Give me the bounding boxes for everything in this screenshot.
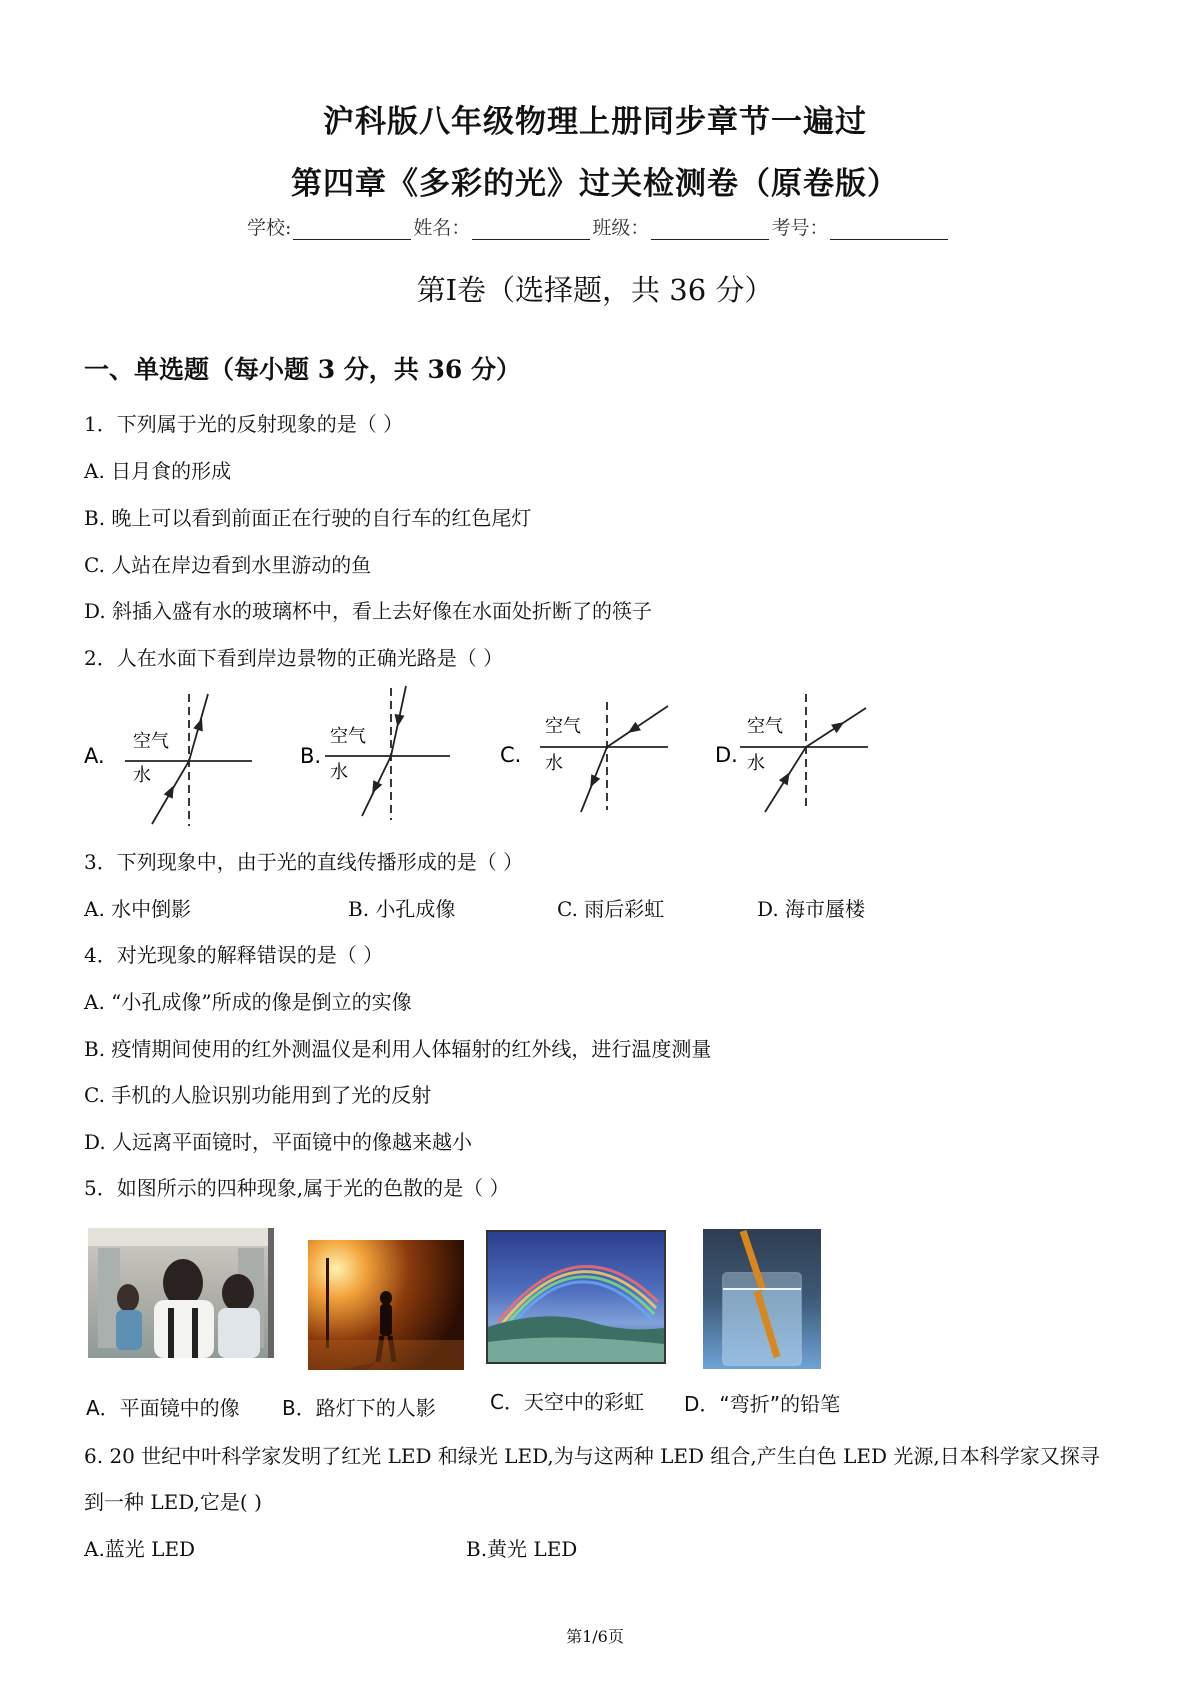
q6-stem-line2: 到一种 LED,它是( ) — [84, 1490, 262, 1514]
name-blank — [472, 221, 590, 240]
diagram-d-label: D. — [715, 743, 738, 767]
document-title: 沪科版八年级物理上册同步章节一遍过 — [323, 104, 867, 140]
photo-bent-pencil — [703, 1229, 821, 1369]
exam-id-blank — [830, 221, 948, 240]
q4-stem: 4．对光现象的解释错误的是（ ） — [84, 943, 384, 967]
diagram-c-ray-water — [581, 747, 607, 812]
q3-option-c: C. 雨后彩虹 — [557, 897, 665, 921]
q4-option-a: A. “小孔成像”所成的像是倒立的实像 — [84, 990, 412, 1014]
class-blank — [651, 221, 769, 240]
diagram-a-ray-air — [189, 694, 208, 761]
q6-stem-line1: 6. 20 世纪中叶科学家发明了红光 LED 和绿光 LED,为与这两种 LED 组合,产生白色 LED 光源,日本科学家又探寻 — [84, 1444, 1100, 1468]
diagram-a-arrow-air — [199, 724, 200, 727]
diagram-b-arrow-air — [399, 718, 400, 721]
photo-rainbow-sky — [486, 1230, 666, 1364]
diagram-c-label: C. — [500, 743, 522, 767]
diagram-c-water-label: 水 — [545, 753, 563, 774]
diagram-c — [500, 702, 668, 812]
q2-stem: 2．人在水面下看到岸边景物的正确光路是（ ） — [84, 646, 504, 670]
q1-option-c: C. 人站在岸边看到水里游动的鱼 — [84, 553, 372, 577]
diagram-a-water-label: 水 — [133, 765, 151, 786]
photo-streetlamp-shadow — [308, 1240, 464, 1370]
diagram-a-air-label: 空气 — [133, 731, 169, 752]
diagram-b-arrow-water — [375, 786, 376, 788]
q3-option-d: D. 海市蜃楼 — [757, 897, 866, 921]
diagram-a-label: A. — [84, 744, 105, 768]
exam-id-label: 考号： — [771, 217, 829, 239]
diagram-a — [84, 694, 252, 826]
school-label: 学校: — [247, 217, 292, 239]
q1-option-d: D. 斜插入盛有水的玻璃杯中，看上去好像在水面处折断了的筷子 — [84, 599, 653, 623]
caption-b: B．路灯下的人影 — [282, 1396, 436, 1420]
school-blank — [293, 221, 411, 240]
diagram-d-arrow-air — [836, 726, 839, 728]
diagram-d — [715, 694, 868, 812]
diagram-c-ray-air — [607, 706, 668, 747]
q3-option-a: A. 水中倒影 — [84, 897, 192, 921]
diagram-a-arrow-water — [170, 791, 171, 793]
volume-title: 第Ⅰ卷（选择题，共 36 分） — [416, 273, 774, 307]
diagram-c-air-label: 空气 — [545, 716, 581, 737]
caption-d: D．“弯折”的铅笔 — [684, 1392, 841, 1416]
student-info-line — [247, 213, 950, 240]
q4-option-c: C. 手机的人脸识别功能用到了光的反射 — [84, 1083, 432, 1107]
diagram-d-air-label: 空气 — [747, 716, 783, 737]
diagram-b-air-label: 空气 — [330, 726, 366, 747]
q6-option-b: B.黄光 LED — [466, 1537, 578, 1561]
diagram-c-arrow-air — [633, 728, 636, 730]
q1-option-a: A. 日月食的形成 — [84, 459, 232, 483]
class-label: 班级： — [592, 217, 650, 239]
q5-stem: 5．如图所示的四种现象,属于光的色散的是（ ） — [84, 1176, 510, 1200]
page-number: 第1/6页 — [566, 1627, 624, 1646]
diagram-b-label: B. — [300, 744, 322, 768]
caption-a: A．平面镜中的像 — [86, 1396, 240, 1420]
q1-option-b: B. 晚上可以看到前面正在行驶的自行车的红色尾灯 — [84, 506, 532, 530]
diagram-b — [300, 686, 450, 820]
q3-stem: 3．下列现象中，由于光的直线传播形成的是（ ） — [84, 850, 524, 874]
q3-option-b: B. 小孔成像 — [348, 897, 456, 921]
q4-option-d: D. 人远离平面镜时，平面镜中的像越来越小 — [84, 1130, 473, 1154]
q6-option-a: A.蓝光 LED — [84, 1537, 196, 1561]
q1-stem: 1．下列属于光的反射现象的是（ ） — [84, 412, 404, 436]
q2-light-path-diagrams — [0, 680, 1190, 830]
q4-option-b: B. 疫情期间使用的红外测温仪是利用人体辐射的红外线，进行温度测量 — [84, 1037, 712, 1061]
diagram-d-water-label: 水 — [747, 753, 765, 774]
diagram-b-water-label: 水 — [330, 762, 348, 783]
document-subtitle: 第四章《多彩的光》过关检测卷（原卷版） — [291, 166, 899, 202]
section-title: 一、单选题（每小题 3 分，共 36 分） — [84, 355, 522, 384]
caption-c: C．天空中的彩虹 — [490, 1390, 644, 1414]
diagram-c-arrow-water — [593, 780, 594, 782]
photo-mirror-reflection — [88, 1228, 274, 1358]
diagram-b-ray-water — [362, 756, 391, 816]
name-label: 姓名： — [413, 217, 471, 239]
